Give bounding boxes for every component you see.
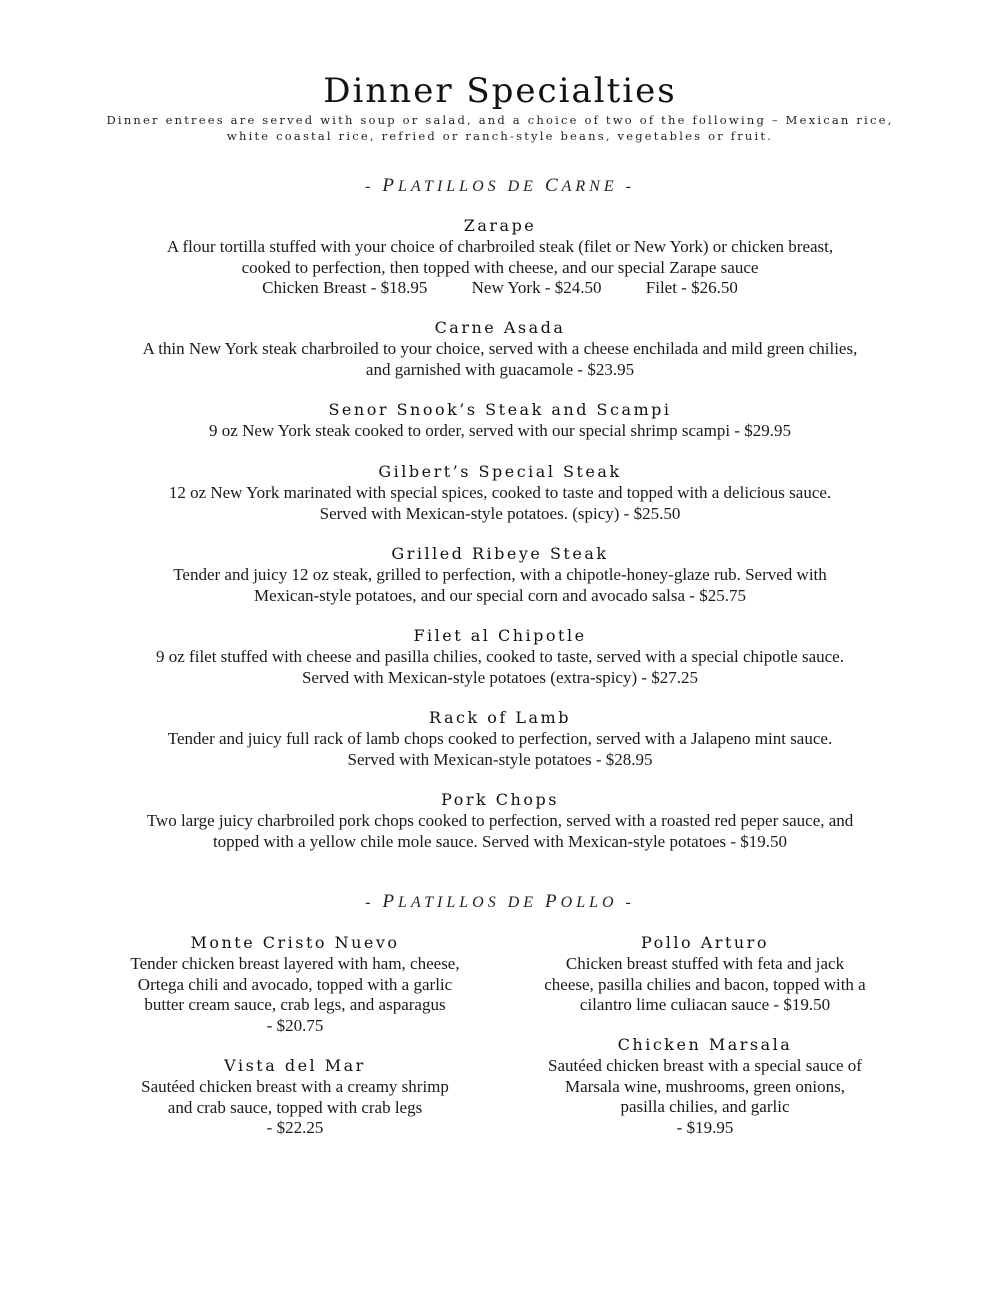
item-description: A thin New York steak charbroiled to your choice, served with a cheese enchilada and mild green chilies, [142,339,858,358]
item-name: Zarape [463,216,537,235]
item-name: Gilbert’s Special Steak [378,462,622,481]
item-price: - $22.25 [266,1118,324,1137]
section-heading-pollo: - PLATILLOS DE POLLO - [365,891,635,912]
page-subtitle [100,112,900,144]
item-description: and crab sauce, topped with crab legs [167,1097,423,1117]
item-name: Senor Snook’s Steak and Scampi [328,400,672,419]
item-price: - $19.95 [676,1117,734,1137]
item-name: Filet al Chipotle [413,626,587,645]
item-name: Grilled Ribeye Steak [391,544,609,563]
item-description: Chicken breast stuffed with feta and jack [565,954,845,973]
item-description: Tender and juicy full rack of lamb chops cooked to perfection, served with a Jalapeno mint sauce. [167,729,833,748]
item-description: cooked to perfection, then topped with cheese, and our special Zarape sauce [241,257,759,277]
item-description: Sautéed chicken breast with a special sauce of [548,1056,862,1075]
subtitle-line: white coastal rice, refried or ranch-style beans, vegetables or fruit. [226,129,774,143]
item-description: cilantro lime culiacan sauce - $19.50 [579,995,831,1014]
item-price: - $20.75 [266,1015,324,1035]
item-description: Two large juicy charbroiled pork chops cooked to perfection, served with a roasted red peper sauce, and [146,811,854,830]
item-description: 9 oz New York steak cooked to order, served with our special shrimp scampi - $29.95 [209,421,791,440]
section-heading-carne: - PLATILLOS DE CARNE - [365,175,635,196]
item-name: Monte Cristo Nuevo [190,933,400,952]
menu-item-filet [100,625,900,688]
menu-item-pollo-arturo [515,932,895,1016]
item-description: butter cream sauce, crab legs, and asparagus [144,995,446,1014]
menu-item-zarape [100,215,900,299]
item-name: Vista del Mar [224,1056,366,1075]
subtitle-line: Dinner entrees are served with soup or salad, and a choice of two of the following – Mexican rice, [106,113,894,127]
item-description: 9 oz filet stuffed with cheese and pasilla chilies, cooked to taste, served with a special chipotle sauce. [156,647,844,666]
menu-item-gilbert [100,461,900,524]
item-description: 12 oz New York marinated with special spices, cooked to taste and topped with a delicious sauce. [168,483,832,502]
item-description: and garnished with guacamole - $23.95 [365,359,635,379]
item-name: Pollo Arturo [641,933,769,952]
item-description: A flour tortilla stuffed with your choice of charbroiled steak (filet or New York) or chicken breast, [166,237,834,256]
menu-item-carne-asada [100,317,900,380]
item-name: Chicken Marsala [617,1035,793,1054]
item-description: Tender and juicy 12 oz steak, grilled to perfection, with a chipotle-honey-glaze rub. Served with [173,565,827,584]
item-description: Sautéed chicken breast with a creamy shrimp [141,1077,449,1096]
menu-item-ribeye [100,543,900,606]
item-description: Served with Mexican-style potatoes (extra-spicy) - $27.25 [301,667,699,687]
item-description: Marsala wine, mushrooms, green onions, [565,1076,845,1096]
item-description: Tender chicken breast layered with ham, cheese, [130,954,460,973]
menu-item-pork [100,789,900,852]
item-description: Mexican-style potatoes, and our special corn and avocado salsa - $25.75 [254,585,746,605]
item-description: Served with Mexican-style potatoes - $28.95 [347,749,653,769]
item-description: cheese, pasilla chilies and bacon, topped with a [544,974,866,994]
item-name: Rack of Lamb [429,708,571,727]
price-row [100,278,900,299]
item-price: Chicken Breast - $18.95 [262,278,428,297]
item-name: Carne Asada [434,318,566,337]
menu-item-monte-cristo [100,932,490,1036]
item-price: Filet - $26.50 [645,278,738,297]
page-title: Dinner Specialties [323,71,677,111]
item-price: New York - $24.50 [471,278,602,297]
menu-item-lamb [100,707,900,770]
menu-item-vista-del-mar [100,1055,490,1139]
item-description: topped with a yellow chile mole sauce. Served with Mexican-style potatoes - $19.50 [212,831,788,851]
menu-item-chicken-marsala [515,1034,895,1138]
item-description: pasilla chilies, and garlic [620,1097,790,1116]
item-description: Served with Mexican-style potatoes. (spicy) - $25.50 [319,503,681,523]
item-name: Pork Chops [441,790,559,809]
menu-item-snook [100,399,900,442]
item-description: Ortega chili and avocado, topped with a garlic [137,974,453,994]
